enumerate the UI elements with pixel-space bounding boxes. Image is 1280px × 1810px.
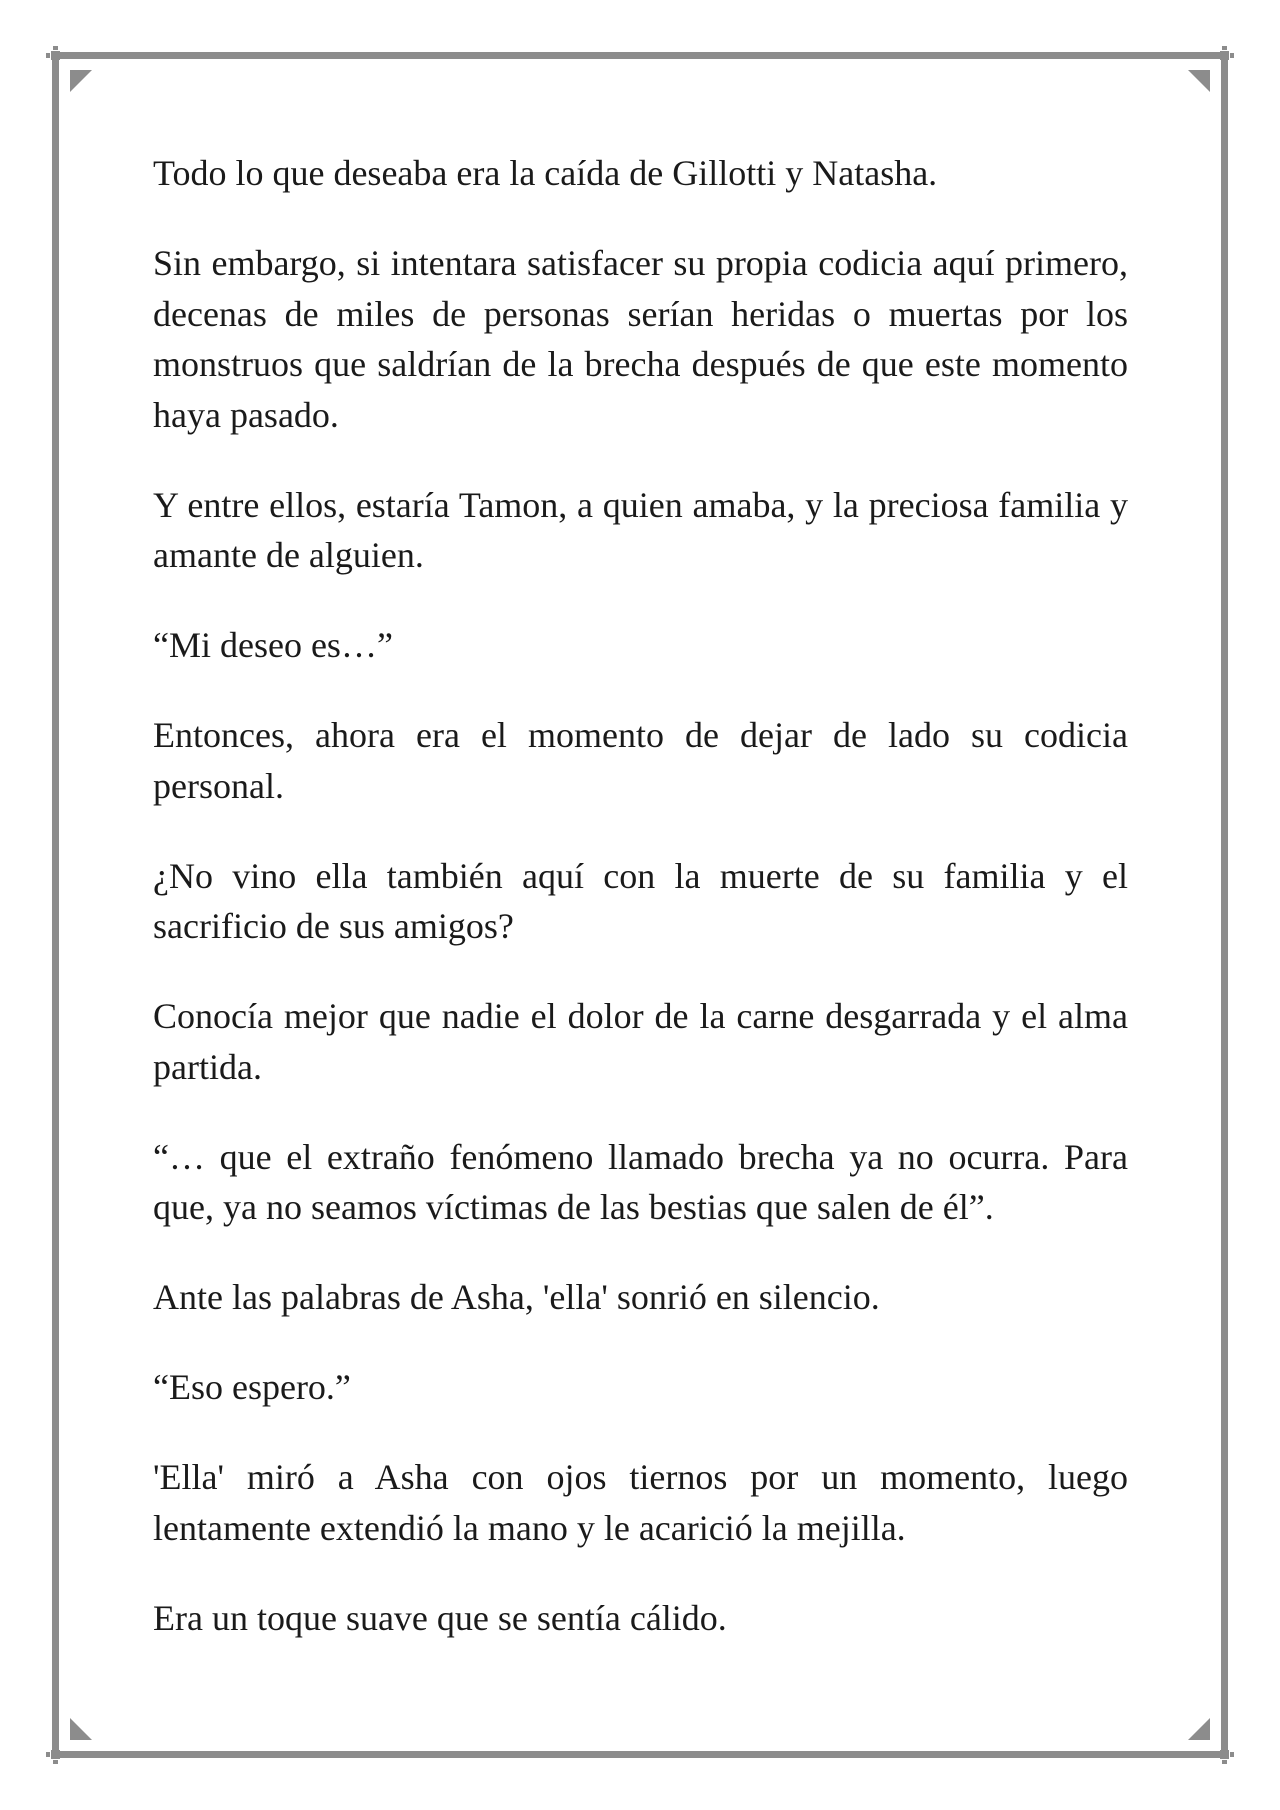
paragraph: Ante las palabras de Asha, 'ella' sonrió en silencio. [153, 1277, 880, 1317]
paragraph: Todo lo que deseaba era la caída de Gillotti y Natasha. [153, 153, 938, 193]
paragraph: Era un toque suave que se sentía cálido. [153, 1597, 727, 1638]
paragraph: 'Ella' miró a Asha con ojos tiernos por un momento, luego lentamente extendió la mano y le acarició la mejilla. [153, 1457, 1128, 1548]
paragraph: Conocía mejor que nadie el dolor de la carne desgarrada y el alma partida. [153, 996, 1128, 1087]
paragraph: “… que el extraño fenómeno llamado brecha ya no ocurra. Para que, ya no seamos víctimas de las bestias que salen de él”. [153, 1136, 1128, 1227]
corner-ornament-bl [70, 1718, 92, 1740]
paragraph: Y entre ellos, estaría Tamon, a quien amaba, y la preciosa familia y amante de alguien. [153, 484, 1128, 575]
paragraph: Entonces, ahora era el momento de dejar de lado su codicia personal. [153, 715, 1128, 806]
body-text [153, 148, 1128, 1683]
paragraph: Sin embargo, si intentara satisfacer su propia codicia aquí primero, decenas de miles de personas serían heridas o muertas por los monstruos que saldrían de la brecha después de que este momento haya pasado. [153, 243, 1128, 435]
corner-ornament-br [1188, 1718, 1210, 1740]
corner-square-tr [1220, 51, 1229, 60]
corner-square-br [1220, 1750, 1229, 1759]
border-bottom [52, 1751, 1228, 1758]
border-top [52, 52, 1228, 59]
border-left [52, 52, 59, 1758]
paragraph: “Mi deseo es…” [153, 625, 393, 665]
corner-square-bl [51, 1750, 60, 1759]
corner-square-tl [51, 51, 60, 60]
paragraph: ¿No vino ella también aquí con la muerte de su familia y el sacrificio de sus amigos? [153, 855, 1128, 946]
border-right [1221, 52, 1228, 1758]
corner-ornament-tr [1188, 70, 1210, 92]
paragraph: “Eso espero.” [153, 1367, 351, 1407]
corner-ornament-tl [70, 70, 92, 92]
